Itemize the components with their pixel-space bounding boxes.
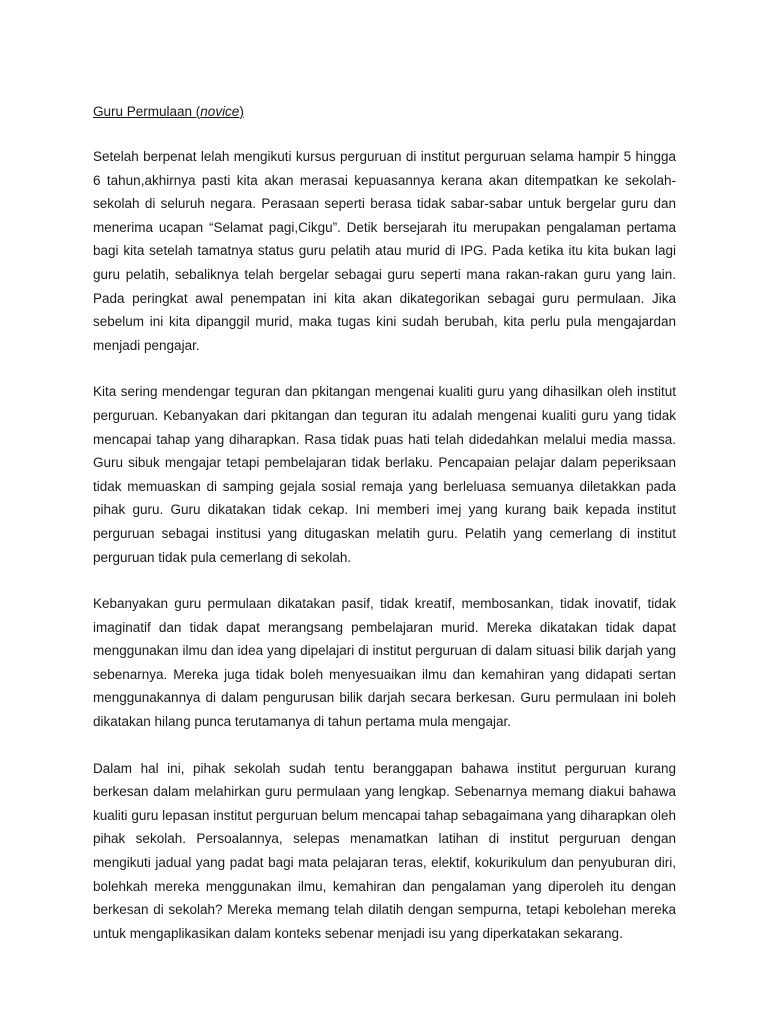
title-italic-term: novice [200, 104, 240, 119]
document-page [93, 102, 676, 968]
paragraph-4: Dalam hal ini, pihak sekolah sudah tentu beranggapan bahawa institut perguruan kurang berkesan dalam melahirkan guru permulaan yang lengkap. Sebenarnya memang diakui bahawa kualiti guru lepasan institut perguruan belum mencapai tahap sebagaimana yang diharapkan oleh pihak sekolah. Persoalannya, selepas menamatkan latihan di institut perguruan dengan mengikuti jadual yang padat bagi mata pelajaran teras, elektif, kokurikulum dan penyuburan diri, bolehkah mereka menggunakan ilmu, kemahiran dan pengalaman yang diperoleh itu dengan berkesan di sekolah? Mereka memang telah dilatih dengan sempurna, tetapi kebolehan mereka untuk mengaplikasikan dalam konteks sebenar menjadi isu yang diperkatakan sekarang. [93, 760, 676, 941]
paragraph-2: Kita sering mendengar teguran dan pkitangan mengenai kualiti guru yang dihasilkan oleh institut perguruan. Kebanyakan dari pkitangan dan teguran itu adalah mengenai kualiti guru yang tidak mencapai tahap yang diharapkan. Rasa tidak puas hati telah didedahkan melalui media massa. Guru sibuk mengajar tetapi pembelajaran tidak berlaku. Pencapaian pelajar dalam peperiksaan tidak memuaskan di samping gejala sosial remaja yang berleluasa semuanya diletakkan pada pihak guru. Guru dikatakan tidak cekap. Ini memberi imej yang kurang baik kepada institut perguruan sebagai institusi yang ditugaskan melatih guru. Pelatih yang cemerlang di institut perguruan tidak pula cemerlang di sekolah. [93, 384, 676, 565]
document-title [93, 102, 676, 122]
paragraph-1: Setelah berpenat lelah mengikuti kursus perguruan di institut perguruan selama hampir 5 hingga 6 tahun,akhirnya pasti kita akan merasai kepuasannya kerana akan ditempatkan ke sekolah-sekolah di seluruh negara. Perasaan seperti berasa tidak sabar-sabar untuk bergelar guru dan menerima ucapan “Selamat pagi,Cikgu”. Detik bersejarah itu merupakan pengalaman pertama bagi kita setelah tamatnya status guru pelatih atau murid di IPG. Pada ketika itu kita bukan lagi guru pelatih, sebaliknya telah bergelar sebagai guru seperti mana rakan-rakan guru yang lain. Pada peringkat awal penempatan ini kita akan dikategorikan sebagai guru permulaan. Jika sebelum ini kita dipanggil murid, maka tugas kini sudah berubah, kita perlu pula mengajardan menjadi pengajar. [93, 149, 676, 353]
paragraph-3: Kebanyakan guru permulaan dikatakan pasif, tidak kreatif, membosankan, tidak inovatif, tidak imaginatif dan tidak dapat merangsang pembelajaran murid. Mereka dikatakan tidak dapat menggunakan ilmu dan idea yang dipelajari di institut perguruan di dalam situasi bilik darjah yang sebenarnya. Mereka juga tidak boleh menyesuaikan ilmu dan kemahiran yang didapati sertan menggunakannya di dalam pengurusan bilik darjah secara berkesan. Guru permulaan ini boleh dikatakan hilang punca terutamanya di tahun pertama mula mengajar. [93, 596, 676, 730]
title-text: Guru Permulaan ( [93, 104, 201, 119]
title-closing: ) [239, 104, 244, 119]
